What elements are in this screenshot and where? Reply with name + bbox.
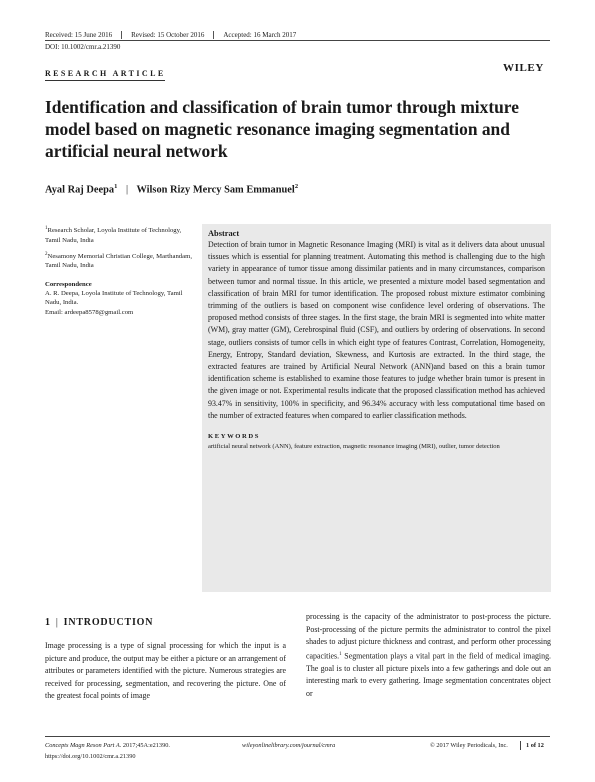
received-date: Received: 15 June 2016 xyxy=(45,31,122,39)
correspondence-name: A. R. Deepa, Loyola Institute of Technology, Tamil Nadu, India. xyxy=(45,289,183,307)
author-1[interactable]: Ayal Raj Deepa xyxy=(45,184,115,196)
correspondence-heading: Correspondence xyxy=(45,280,92,288)
author-2-affil-marker: 2 xyxy=(294,183,299,190)
copyright: © 2017 Wiley Periodicals, Inc. xyxy=(430,742,508,749)
revised-date: Revised: 15 October 2016 xyxy=(122,31,214,39)
author-list xyxy=(45,183,298,195)
publisher-logo: WILEY xyxy=(503,62,544,74)
affiliations xyxy=(45,224,195,317)
keywords-heading: KEYWORDS xyxy=(208,433,261,441)
section-label: RESEARCH ARTICLE xyxy=(45,69,166,78)
abstract-box xyxy=(202,224,551,592)
author-1-affil-marker: 1 xyxy=(114,183,118,190)
journal-citation: Concepts Magn Reson Part A. 2017;45A:e21390. xyxy=(45,742,170,749)
author-2[interactable]: Wilson Rizy Mercy Sam Emmanuel xyxy=(136,184,295,196)
section-rule xyxy=(45,80,165,81)
footer-divider xyxy=(520,741,521,750)
journal-site-link[interactable]: wileyonlinelibrary.com/journal/cmra xyxy=(242,742,336,749)
affiliation-2: $^2$Nesamony Memorial Christian College, Marthandam, Tamil Nadu, India xyxy=(45,251,192,270)
section-title: INTRODUCTION xyxy=(63,617,154,628)
article-doi-link[interactable]: https://doi.org/10.1002/cmr.a.21390 xyxy=(45,753,136,760)
introduction-heading xyxy=(45,617,153,628)
abstract-heading: Abstract xyxy=(208,229,240,238)
page-number: 1 of 12 xyxy=(526,742,544,749)
keywords-list: artificial neural network (ANN), feature extraction, magnetic resonance imaging (MRI), outlier, tumor detection xyxy=(208,443,500,451)
doi[interactable]: DOI: 10.1002/cmr.a.21390 xyxy=(45,43,121,51)
introduction-right-column: processing is the capacity of the administrator to post-process the picture. Post-processing of the picture permits the administrator to control the pixel shades to adjust picture thickness and contrast, and perform other processing capacities.$^1$ Segmentation plays a vital part in the field of medical imaging. The goal is to cluster all picture pixels into a few gatherings and dole out an interesting mark to every gathering. Image segmentation concentrates object or xyxy=(306,612,551,698)
header-rule xyxy=(45,40,550,41)
heading-separator: | xyxy=(55,617,59,628)
section-number: 1 xyxy=(45,617,51,628)
abstract-text: Detection of brain tumor in Magnetic Resonance Imaging (MRI) is vital as it delivers data about unusual tissues which is essential for planning treatment. Automating this method is challenging due to the high variety in appearance of tumor tissue among dissimilar patients and in many circumstances, comparison between tumor and normal tissue. In this article, we presented a mixture model based segmentation and classification of brain MRI for tumor identification. The proposed robust mixture estimator combining trimming of the outliers is based on component wise confidence level ordering of observations. The proposed method consists of three stages. In the first stage, the brain MRI is segmented into white matter (WM), gray matter (GM), Cerebrospinal fluid (CSF), and outliers by ordering of observations. In second stage, outliers consists of tumor cells in which eight type of features Contrast, Correlation, Homogeneity, Energy, Entropy, Standard deviation, Skewness, and Kurtosis are extracted. In the third stage, the extracted features are trained by Artificial Neural Network (ANN)and based on this a brain tumor identification scheme is established to examine those features to judge whether brain tumor is present in the given image or not. Experimental results indicate that the proposed classification method has achieved 93.47% in sensitivity, 100% in specificity, and 96.34% accuracy with less computational time based on the number of extracted features when compared to earlier classification methods. xyxy=(208,240,545,420)
article-title: Identification and classification of brain tumor through mixture model based on magnetic resonance imaging segmentation and artificial neural network xyxy=(45,97,519,161)
author-separator: | xyxy=(125,184,129,196)
accepted-date: Accepted: 16 March 2017 xyxy=(223,31,297,39)
correspondence-email[interactable]: Email: ardeepa8578@gmail.com xyxy=(45,308,134,316)
affiliation-1: $^1$Research Scholar, Loyola Institute of Technology, Tamil Nadu, India xyxy=(45,226,182,244)
article-dates xyxy=(45,31,305,39)
introduction-left-column: Image processing is a type of signal processing for which the input is a picture and produce, the output may be either a picture or an arrangement of attributes or parameters identified with the picture. Numerous strategies are received for processing, segmentation, and recovering the picture. One of the greatest focal points of image xyxy=(45,641,286,700)
citation-marker[interactable]: 1 xyxy=(339,651,342,657)
footer-rule xyxy=(45,736,550,737)
